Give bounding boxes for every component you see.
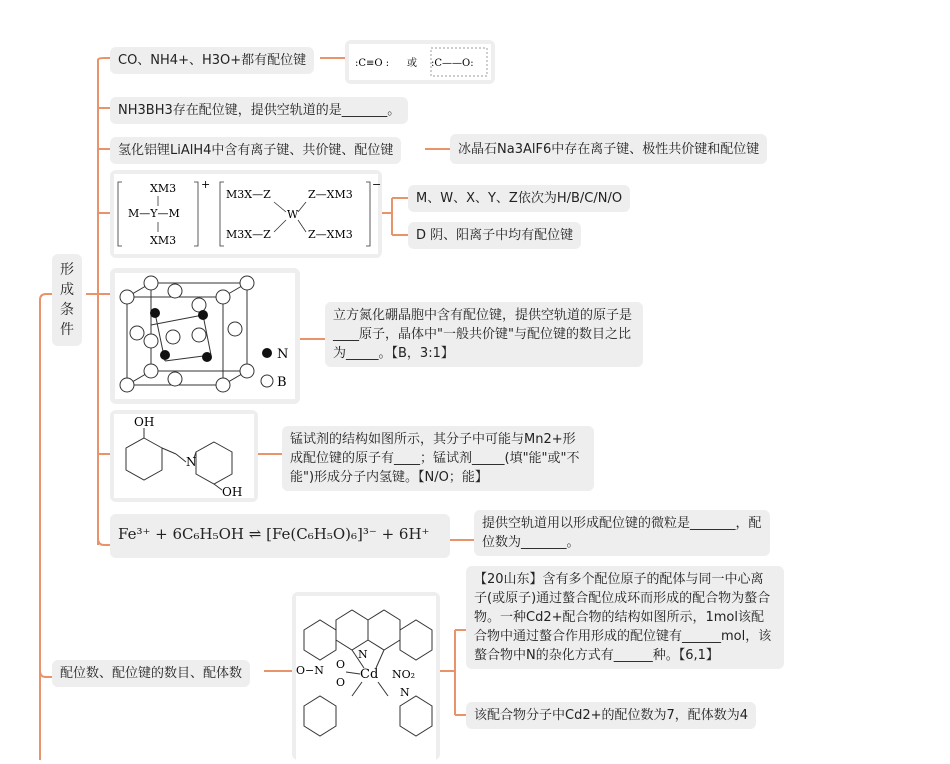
figure-mn-reagent xyxy=(110,410,258,502)
cd-no2: NO₂ xyxy=(392,668,416,681)
node-ion-pair-a[interactable]: M、W、X、Y、Z依次为H/B/C/N/O xyxy=(408,185,630,212)
cd-complex-structure xyxy=(296,596,436,760)
node-nh3bh3[interactable]: NH3BH3存在配位键，提供空轨道的是_______。 xyxy=(110,97,408,124)
node-lialh4[interactable]: 氢化铝锂LiAlH4中含有离子键、共价键、配位键 xyxy=(110,137,401,164)
figure-bn-crystal xyxy=(110,268,300,404)
node-co-nh4-h3o[interactable]: CO、NH4+、H3O+都有配位键 xyxy=(110,47,314,74)
co-formula-left: :C≡O : xyxy=(355,58,390,69)
cd-n-top: N xyxy=(358,648,368,661)
legend-b-label: B xyxy=(277,375,287,390)
mn-reagent-structure xyxy=(114,414,254,498)
node-cryolite[interactable]: 冰晶石Na3AlF6中存在离子键、极性共价键和配位键 xyxy=(450,134,767,164)
legend-b-dot xyxy=(261,375,273,387)
node-fe-equation[interactable]: Fe³⁺ + 6C₆H₅OH ⇌ [Fe(C₆H₅O)₆]³⁻ + 6H⁺ xyxy=(110,514,450,558)
legend-n-label: N xyxy=(277,347,289,362)
mn-oh-bottom: OH xyxy=(222,485,243,499)
node-mn-reagent[interactable]: 锰试剂的结构如图所示，其分子中可能与Mn2+形成配位键的原子有____；锰试剂_____(填"能"或"不能")形成分子内氢键。【N/O；能】 xyxy=(282,426,594,491)
co-formula-or: 或 xyxy=(407,58,417,69)
ion-right-tr: Z—XM3 xyxy=(308,188,353,201)
co-formula-right: :C——O: xyxy=(431,58,474,69)
node-fe-question[interactable]: 提供空轨道用以形成配位键的微粒是_______，配位数为_______。 xyxy=(474,510,770,556)
figure-cd-complex xyxy=(292,592,440,760)
ion-left-top: XM3 xyxy=(150,182,177,195)
legend-n-dot xyxy=(262,348,272,358)
figure-co-formula xyxy=(345,40,495,84)
ion-left-mid: M—Y—M xyxy=(128,207,180,220)
cd-o1: O xyxy=(336,658,346,671)
ion-left-bottom: XM3 xyxy=(150,234,177,247)
ion-right-bl: M3X—Z xyxy=(226,228,271,241)
ion-right-center: W xyxy=(287,208,299,221)
root-node-formation-conditions[interactable]: 形 成 条 件 xyxy=(52,254,82,346)
cd-center: Cd xyxy=(360,667,379,682)
ion-right-charge: − xyxy=(372,178,382,191)
co-structure-figure xyxy=(349,44,491,80)
figure-ion-pair xyxy=(110,170,382,258)
mn-n: N xyxy=(186,455,197,469)
cd-n-bottom: N xyxy=(400,686,410,699)
node-bn[interactable]: 立方氮化硼晶胞中含有配位键，提供空轨道的原子是____原子，晶体中"一般共价键"与配位键的数目之比为_____。【B，3:1】 xyxy=(325,302,643,367)
ion-pair-structure xyxy=(114,174,382,254)
node-cd-answer[interactable]: 该配合物分子中Cd2+的配位数为7，配体数为4 xyxy=(466,702,756,729)
node-coordination-number[interactable]: 配位数、配位键的数目、配体数 xyxy=(52,660,250,687)
ion-right-tl: M3X—Z xyxy=(226,188,271,201)
mn-oh-top: OH xyxy=(134,415,155,429)
ion-right-br: Z—XM3 xyxy=(308,228,353,241)
cd-o2: O xyxy=(336,676,346,689)
ion-left-charge: + xyxy=(201,178,211,191)
node-ion-pair-b[interactable]: D 阴、阳离子中均有配位键 xyxy=(408,222,581,249)
cd-no-left: O−N xyxy=(296,664,324,677)
node-cd-question[interactable]: 【20山东】含有多个配位原子的配体与同一中心离子(或原子)通过螯合配位成环而形成的配合物为螯合物。一种Cd2+配合物的结构如图所示，1mol该配合物中通过螯合作用形成的配位键有______mol，该螯合物中N的杂化方式有______种。【6,1】 xyxy=(466,566,784,669)
bn-unit-cell xyxy=(115,273,295,399)
